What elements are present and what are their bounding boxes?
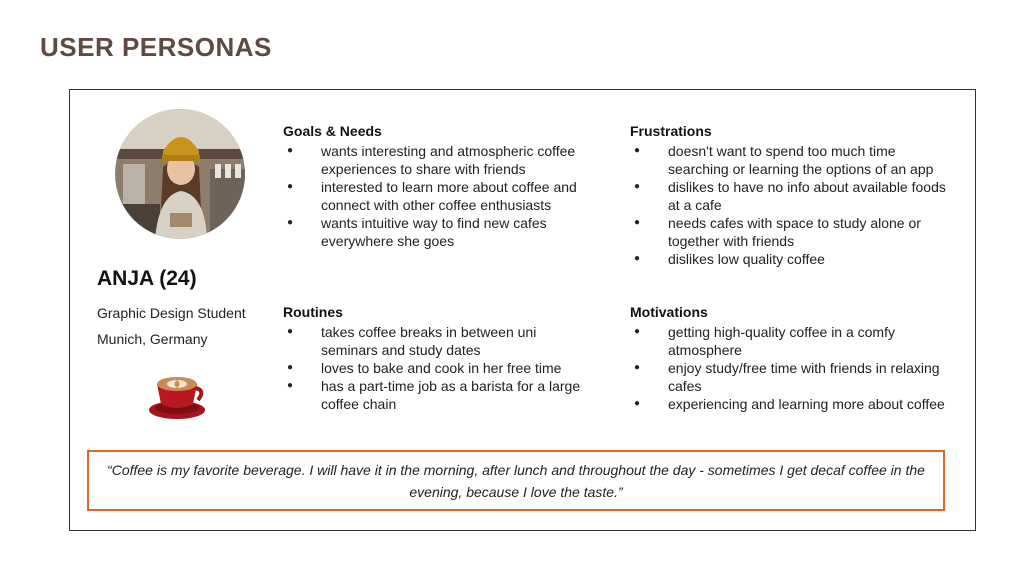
list-item: ● interested to learn more about coffee and connect with other coffee enthusiasts — [283, 178, 583, 214]
list-item: ● wants intuitive way to find new cafes everywhere she goes — [283, 214, 583, 250]
frustrations-heading: Frustrations — [630, 123, 712, 139]
motivations-section — [630, 303, 950, 413]
list-item: ● loves to bake and cook in her free time — [283, 359, 583, 377]
persona-quote: “Coffee is my favorite beverage. I will have it in the morning, after lunch and throughout the day - sometimes I get decaf coffee in the evening, because I love the taste.” — [107, 461, 925, 500]
list-item: ● doesn't want to spend too much time searching or learning the options of an app — [630, 142, 950, 178]
page-title: USER PERSONAS — [40, 32, 272, 62]
frustrations-section — [630, 122, 950, 268]
list-item: ● experiencing and learning more about coffee — [630, 395, 950, 413]
list-item: ● getting high-quality coffee in a comfy atmosphere — [630, 323, 950, 359]
persona-name: ANJA (24) — [97, 267, 197, 290]
list-item: ● has a part-time job as a barista for a large coffee chain — [283, 377, 583, 413]
persona-location: Munich, Germany — [97, 331, 208, 347]
persona-card — [69, 89, 976, 531]
list-item: ● wants interesting and atmospheric coffee experiences to share with friends — [283, 142, 583, 178]
persona-occupation: Graphic Design Student — [97, 305, 246, 321]
list-item: ● takes coffee breaks in between uni seminars and study dates — [283, 323, 583, 359]
routines-heading: Routines — [283, 304, 343, 320]
motivations-heading: Motivations — [630, 304, 708, 320]
persona-avatar — [115, 109, 245, 239]
routines-section — [283, 303, 583, 413]
quote-box — [87, 450, 945, 511]
list-item: ● dislikes low quality coffee — [630, 250, 950, 268]
list-item: ● needs cafes with space to study alone or together with friends — [630, 214, 950, 250]
list-item: ● enjoy study/free time with friends in relaxing cafes — [630, 359, 950, 395]
list-item: ● dislikes to have no info about available foods at a cafe — [630, 178, 950, 214]
avatar-photo — [115, 109, 245, 239]
goals-section — [283, 122, 583, 250]
coffee-cup-icon — [148, 372, 206, 420]
goals-heading: Goals & Needs — [283, 123, 382, 139]
